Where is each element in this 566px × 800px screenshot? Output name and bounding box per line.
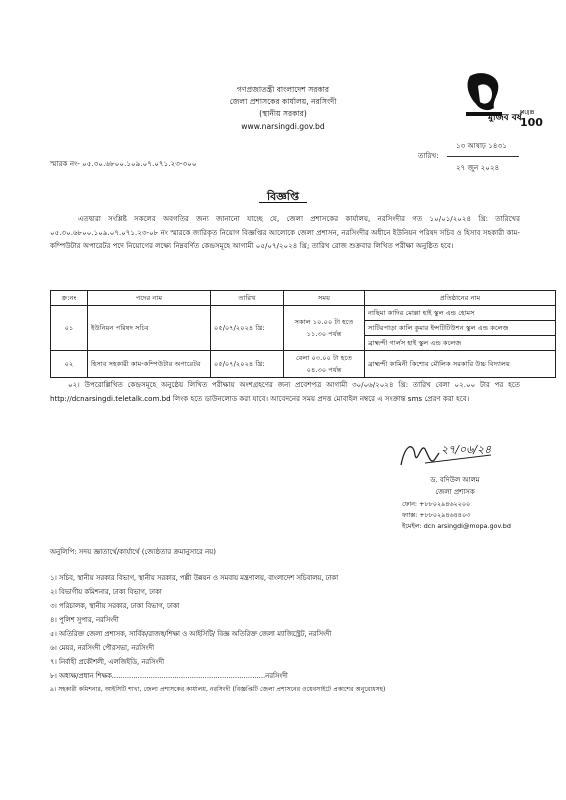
reference-number: স্মারক নং- ০৫.৩০.৬৮০০.১০৯.০৭.০৭১.২৩-৩০০ [50,159,197,168]
list-item: ৫। অতিরিক্ত জেলা প্রশাসক, সার্বিক/রাজস্ব/শিক্ষা ও আইসিটি/ বিজ্ঞ অতিরিক্ত জেলা ম্যাজিস্ট্রেট, নরসিংদী [50,630,332,638]
row1-center-2: সাটিরপাড়া কালি কুমার ইন্সটিটিউশন স্কুল এন্ড কলেজ [365,321,556,336]
row2-center-1: ব্রাহ্মন্দী কামিনী কিশোর মৌলিক সরকারি উচ্চ বিদ্যালয় [365,351,556,378]
row2-serial: ০২ [51,351,88,378]
header-center: প্রতিষ্ঠানের নাম [365,291,556,306]
list-item: ২। বিভাগীয় কমিশনার, ঢাকা বিভাগ, ঢাকা [50,588,162,596]
date-divider [447,156,519,157]
row2-post: হিসাব সহকারী কাম-কম্পিউটার অপারেটর [88,351,211,378]
row2-date: ০৫/০৭/২০২৪ খ্রি: [211,351,284,378]
table-row [51,306,556,321]
signatory-name: ড. বদিউল আলম [430,476,480,484]
header-date: তারিখ [211,291,284,306]
notice-paragraph-2: ০২। উপরোল্লিখিত কেন্দ্রসমূহে অনুষ্ঠেয় লিখিত পরীক্ষায় অংশগ্রহণের জন্য প্রবেশপত্র আগামী ৩০/০৬/২০২৪ খ্রি: তারিখ বেলা ০২.০০ টার পর হতে http://dcnarsingdi.teletalk.com.bd লিংক হতে ডাউনলোড করা যাবে। আবেদনের সময় প্রদত্ত মোবাইল নম্বরে এ সংক্রান্ত sms প্রেরণ করা হবে। [50,380,520,403]
logo-text: মুজিব বর্ষ [488,113,522,123]
header-government: গণপ্রজাতন্ত্রী বাংলাদেশ সরকার [236,85,330,94]
row2-time: বেলা ০৩.০০ টা হতে ০৪.৩০ পর্যন্ত [284,351,365,378]
row1-post: ইউনিয়ন পরিষদ সচিব [88,306,211,351]
contact-email: ইমেইল: dcn arsingdi@mopa.gov.bd [402,522,511,530]
row1-center-3: ব্রাহ্মন্দী গার্লস হাই স্কুল এন্ড কলেজ [365,336,556,351]
logo-mujib: MUJIB [520,110,535,116]
header-post: পদের নাম [88,291,211,306]
row1-center-1: নাছিমা কাদির মোল্লা হাই স্কুল এন্ড হোমস [365,306,556,321]
list-item: ৪। পুলিশ সুপার, নরসিংদী [50,616,119,624]
row1-time: সকাল ১০.০০ টা হতে ১১.৩০ পর্যন্ত [284,306,365,351]
list-item: ৩। পরিচালক, স্থানীয় সরকার, ঢাকা বিভাগ, ঢাকা [50,602,180,610]
list-item: ৮। অধ্যক্ষ/প্রধান শিক্ষক.......................................................................নরসিংদী [50,672,288,680]
signatory-designation: জেলা প্রশাসক [435,488,475,496]
exam-schedule-table [50,290,556,378]
date-english: ২৭ জুন ২০২৪ [456,163,500,172]
header-office: জেলা প্রশাসকের কার্যালয়, নরসিংদী [229,97,337,106]
title-underline [259,202,307,203]
table-header-row [51,291,556,306]
date-label: তারিখ: [418,151,439,160]
signature-date: ২৭/০৬/২৪ [441,443,492,456]
mujib-logo [462,72,546,134]
contact-phone: ফোন: +৮৮০২৯৪৬২২০০ [402,500,471,508]
notice-title: বিজ্ঞপ্তি [267,190,299,203]
header-website: www.narsingdi.gov.bd [241,122,325,131]
header-time: সময় [284,291,365,306]
header-local-govt: (স্থানীয় সরকার) [259,109,307,118]
list-item: ৬। মেয়র, নরসিংদী পৌরসভা, নরসিংদী [50,644,155,652]
date-bangla: ১৩ আষাঢ় ১৪৩১ [456,141,507,150]
table-row [51,351,556,378]
notice-paragraph-1: এতদ্বারা সংশ্লিষ্ট সকলের অবগতির জন্য জানানো যাচ্ছে যে, জেলা প্রশাসকের কার্যালয়, নরসিংদীর গত ১০/০১/২০২৪ খ্রি: তারিখের ০৫.৩০.৬৮০০.১০৯.০৭.০৭১.২৩-০৮ নং স্মারকে জারিকৃত নিয়োগ বিজ্ঞপ্তির আলোকে জেলা প্রশাসন, নরসিংদীর অধীনে ইউনিয়ন পরিষদ সচিব ও হিসাব সহকারী কাম-কম্পিউটার অপারেটর পদে নিয়োগের লক্ষ্যে নিম্নবর্ণিত কেন্দ্রসমূহে আগামী ০৫/০৭/২০২৪ খ্রি; তারিখ রোজ শুক্রবার লিখিত পরীক্ষা অনুষ্ঠিত হবে। [50,214,520,250]
signature [395,435,495,475]
logo-number: 100 [520,116,543,129]
list-item: ১। সচিব, স্থানীয় সরকার বিভাগ, স্থানীয় সরকার, পল্লী উন্নয়ন ও সমবায় মন্ত্রণালয়, বাংলাদেশ সচিবালয়, ঢাকা [50,574,339,582]
row1-serial: ০১ [51,306,88,351]
list-item: ৯। সহকারী কমিশনার, আইসিটি শাখা, জেলা প্রশাসকের কার্যালয়, নরসিংদী (বিজ্ঞপ্তিটি জেলা প্রশাসনের ওয়েবসাইটে প্রকাশের অনুরোধসহ) [50,686,386,693]
row1-date: ০৫/০৭/২০২৪ খ্রি: [211,306,284,351]
contact-fax: ফ্যাক্স: +৮৮০২৯৪৬৪৪০৩ [402,511,471,519]
list-item: ৭। নির্বাহী প্রকৌশলী, এলজিইডি, নরসিংদী [50,658,165,666]
header-serial: ক্র:নং [51,291,88,306]
copies-heading: অনুলিপি: সদয় জ্ঞাতার্থে/কার্যার্থে (জ্যেষ্ঠতার ক্রমানুসারে নয়) [50,548,217,556]
